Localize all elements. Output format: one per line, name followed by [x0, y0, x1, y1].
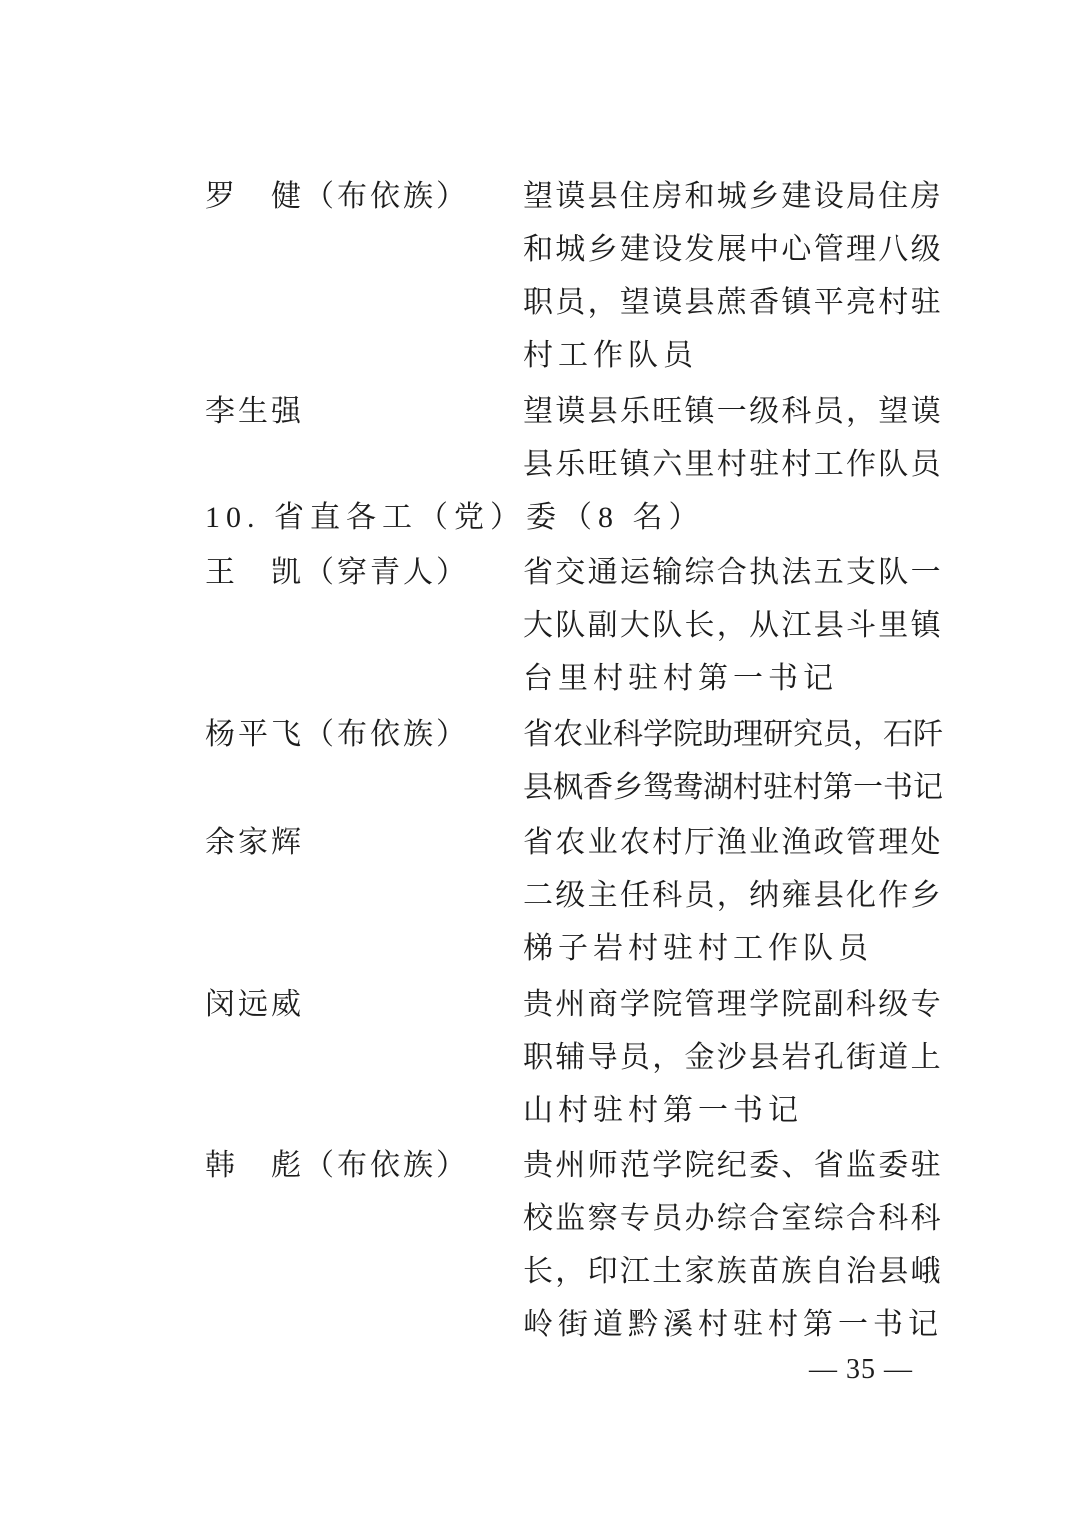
position-line: 山村驻村第一书记 [523, 1093, 803, 1127]
position-line: 和城乡建设发展中心管理八级 [523, 233, 943, 266]
position-line: 岭街道黔溪村驻村第一书记 [523, 1308, 943, 1341]
position-line: 望谟县住房和城乡建设局住房 [523, 180, 943, 213]
position-line: 长，印江土家族苗族自治县峨 [523, 1255, 943, 1288]
person-position [523, 978, 944, 1137]
position-line: 职员，望谟县蔗香镇平亮村驻 [523, 286, 943, 319]
roster-list [205, 170, 945, 1351]
position-line: 望谟县乐旺镇一级科员，望谟 [523, 394, 943, 428]
position-line: 贵州商学院管理学院副科级专 [523, 987, 943, 1021]
roster-entry [205, 170, 945, 382]
position-line: 省农业科学院助理研究员，石阡 [523, 717, 943, 751]
position-line: 校监察专员办综合室综合科科 [523, 1202, 943, 1235]
person-name: 闵远威 [205, 987, 304, 1021]
roster-entry [205, 708, 945, 814]
roster-entry [205, 546, 945, 705]
page-number: — 35 — [809, 1354, 913, 1385]
person-name: 韩 彪（布依族） [205, 1149, 469, 1182]
position-line: 贵州师范学院纪委、省监委驻 [523, 1149, 943, 1182]
roster-entry [205, 1139, 945, 1351]
position-line: 梯子岩村驻村工作队员 [523, 932, 873, 965]
position-line: 村工作队员 [523, 339, 698, 372]
position-line: 台里村驻村第一书记 [523, 662, 838, 695]
person-name: 李生强 [205, 394, 304, 428]
position-line: 县乐旺镇六里村驻村工作队员 [523, 447, 943, 481]
person-name: 余家辉 [205, 826, 304, 859]
position-line: 省交通运输综合执法五支队一 [523, 556, 943, 589]
position-line: 职辅导员，金沙县岩孔街道上 [523, 1040, 943, 1074]
person-position [523, 170, 944, 382]
person-position [523, 708, 944, 814]
roster-entry [205, 816, 945, 975]
person-position [523, 385, 944, 491]
position-line: 省农业农村厅渔业渔政管理处 [523, 826, 943, 859]
roster-entry [205, 978, 945, 1137]
person-position [523, 816, 944, 975]
person-name: 罗 健（布依族） [205, 180, 469, 213]
roster-entry [205, 385, 945, 491]
position-line: 大队副大队长，从江县斗里镇 [523, 609, 943, 642]
person-name: 杨平飞（布依族） [205, 717, 469, 751]
person-name: 王 凯（穿青人） [205, 556, 469, 589]
person-position [523, 1139, 944, 1351]
section-heading: 10. 省直各工（党）委（8 名） [205, 500, 705, 534]
position-line: 县枫香乡鸳鸯湖村驻村第一书记 [523, 770, 943, 804]
position-line: 二级主任科员，纳雍县化作乡 [523, 879, 943, 912]
person-position [523, 546, 944, 705]
